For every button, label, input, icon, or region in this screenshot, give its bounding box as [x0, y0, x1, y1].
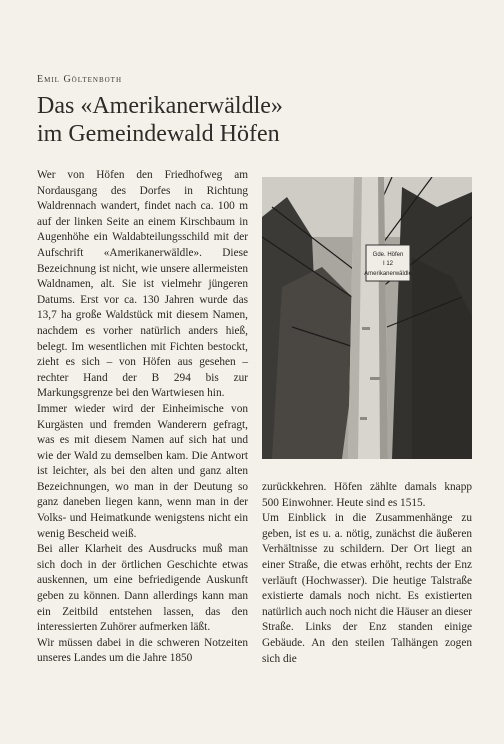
sign-line-3: Amerikanerwäldle	[364, 271, 412, 277]
left-column	[37, 168, 248, 667]
paragraph-6: Um Einblick in die Zusammenhänge zu geben, ist es u. a. nötig, zunächst die äußeren Verhältnisse zu schildern. Der Ort liegt an einer Straße, die etwas erhöht, rechts der Enz verläuft (Hochwasser). Die heutige Talstraße existierte damals noch nicht. Es existierten natürlich auch noch nicht die Häuser an dieser Straße. Links der Enz standen einige Gebäude. An den steilen Talhängen zogen sich die	[262, 512, 472, 665]
right-column	[262, 480, 472, 667]
paragraph-4: Wir müssen dabei in die schweren Notzeiten unseres Landes um die Jahre 1850	[37, 636, 248, 665]
sign-line-2: I 12	[382, 261, 394, 267]
article-title	[37, 92, 477, 148]
paragraph-5: zurückkehren. Höfen zählte damals knapp 500 Einwohner. Heute sind es 1515.	[262, 481, 472, 509]
paragraph-1: Wer von Höfen den Friedhofweg am Nordausgang des Dorfes in Richtung Waldrennach wandert, findet nach ca. 100 m auf der linken Seite an einem Kirschbaum in Augenhöhe ein Waldabteilungsschild mit der Aufschrift «Amerikanerwäldle». Diese Bezeichnung ist nicht, wie unsere allermeisten Waldnamen, alt. Sie ist vielmehr jüngeren Datums. Erst vor ca. 130 Jahren wurde das 13,7 ha große Waldstück mit diesem Namen, nachdem es vorher natürlich anders hieß, belegt. Im wesentlichen mit Fichten bestockt, zieht es sich – von Höfen aus gesehen – rechter Hand der B 294 bis zur Markungsgrenze bei den Wartwiesen hin.	[37, 169, 248, 400]
paragraph-3: Bei aller Klarheit des Ausdrucks muß man sich doch in der örtlichen Geschichte etwas auskennen, um eine befriedigende Auskunft geben zu können. Dann allerdings kann man ein Zeitbild entstehen lassen, das den interessierten Zuhörer aufmerken läßt.	[37, 543, 248, 634]
title-line-2: im Gemeindewald Höfen	[37, 121, 280, 147]
forest-photo	[262, 177, 472, 459]
paragraph-2: Immer wieder wird der Einheimische von Kurgästen und fremden Wanderern gefragt, was es mit diesem Namen auf sich hat und wie der Wald zu demselben kam. Die Antwort ist leichter, als bei den alten und ganz alten Bezeichnungen, wo man in der Deutung so ganz daneben liegen kann, wenn man in der Volks- und Heimatkunde wenigstens nicht ein wenig Bescheid weiß.	[37, 402, 248, 540]
title-line-1: Das «Amerikanerwäldle»	[37, 93, 283, 119]
sign-line-1: Gde. Höfen	[372, 252, 404, 258]
author-name: Emil Göltenboth	[37, 74, 123, 85]
